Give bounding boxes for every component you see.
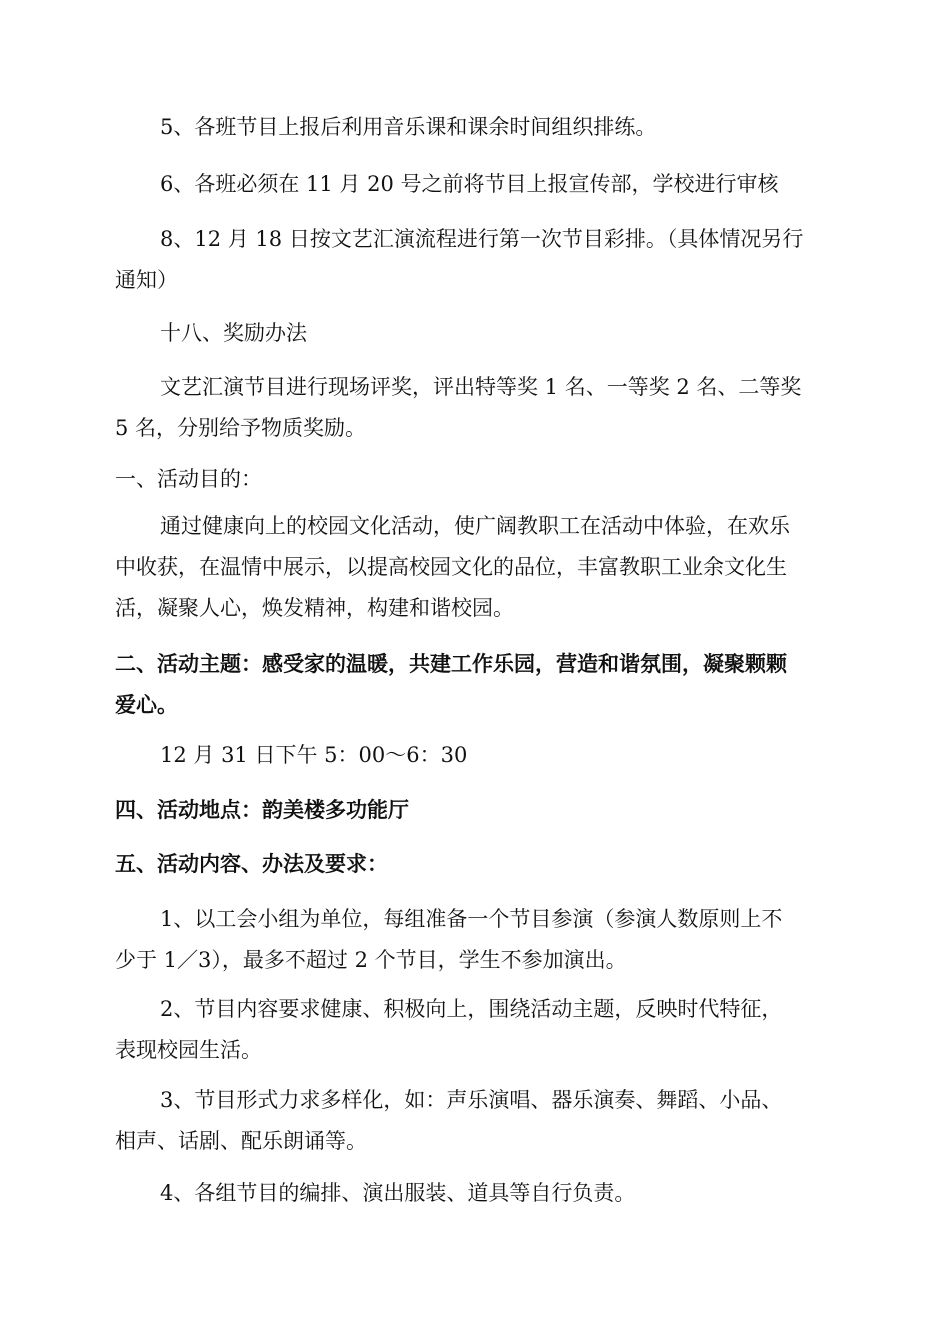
text-line: 活，凝聚人心，焕发精神，构建和谐校园。 — [115, 596, 514, 620]
text-line: 4、各组节目的编排、演出服装、道具等自行负责。 — [160, 1181, 636, 1205]
section-heading-awards — [115, 313, 835, 354]
paragraph-purpose-detail — [115, 506, 835, 629]
text-line: 十八、奖励办法 — [160, 321, 307, 345]
text-line: 1、以工会小组为单位，每组准备一个节目参演（参演人数原则上不 — [160, 907, 783, 931]
text-line: 表现校园生活。 — [115, 1038, 262, 1062]
section-heading-theme — [115, 643, 835, 725]
text-line: 6、各班必须在 11 月 20 号之前将节目上报宣传部，学校进行审核 — [160, 172, 779, 196]
text-line: 爱心。 — [115, 692, 178, 717]
section-heading-content — [115, 843, 835, 884]
text-line: 四、活动地点：韵美楼多功能厅 — [115, 797, 409, 822]
section-heading-purpose — [115, 459, 835, 500]
text-line: 中收获，在温情中展示，以提高校园文化的品位，丰富教职工业余文化生 — [115, 555, 787, 579]
text-line: 五、活动内容、办法及要求： — [115, 851, 388, 876]
text-line: 相声、话剧、配乐朗诵等。 — [115, 1129, 367, 1153]
text-line: 12 月 31 日下午 5：00～6：30 — [160, 743, 468, 767]
paragraph-requirement-3 — [115, 1080, 835, 1162]
text-line: 二、活动主题：感受家的温暖，共建工作乐园，营造和谐氛围，凝聚颗颗 — [115, 651, 787, 676]
paragraph-requirement-2 — [115, 989, 835, 1071]
paragraph-class-rehearsal — [115, 107, 835, 148]
paragraph-program-deadline — [115, 164, 835, 205]
paragraph-first-rehearsal — [115, 219, 835, 301]
paragraph-awards-detail — [115, 367, 835, 449]
text-line: 2、节目内容要求健康、积极向上，围绕活动主题，反映时代特征， — [160, 997, 783, 1021]
text-line: 一、活动目的： — [115, 467, 262, 491]
text-line: 文艺汇演节目进行现场评奖，评出特等奖 1 名、一等奖 2 名、二等奖 — [160, 375, 802, 399]
paragraph-requirement-1 — [115, 899, 835, 981]
text-line: 5、各班节目上报后利用音乐课和课余时间组织排练。 — [160, 115, 657, 139]
section-heading-location — [115, 789, 835, 830]
text-line: 3、节目形式力求多样化，如：声乐演唱、器乐演奏、舞蹈、小品、 — [160, 1088, 783, 1112]
paragraph-event-time — [115, 735, 835, 776]
text-line: 通过健康向上的校园文化活动，使广阔教职工在活动中体验，在欢乐 — [160, 514, 790, 538]
text-line: 通知） — [115, 268, 178, 292]
text-line: 少于 1／3），最多不超过 2 个节目，学生不参加演出。 — [115, 948, 627, 972]
text-line: 8、12 月 18 日按文艺汇演流程进行第一次节目彩排。（具体情况另行 — [160, 227, 804, 251]
text-line: 5 名，分别给予物质奖励。 — [115, 416, 367, 440]
paragraph-requirement-4 — [115, 1173, 835, 1214]
